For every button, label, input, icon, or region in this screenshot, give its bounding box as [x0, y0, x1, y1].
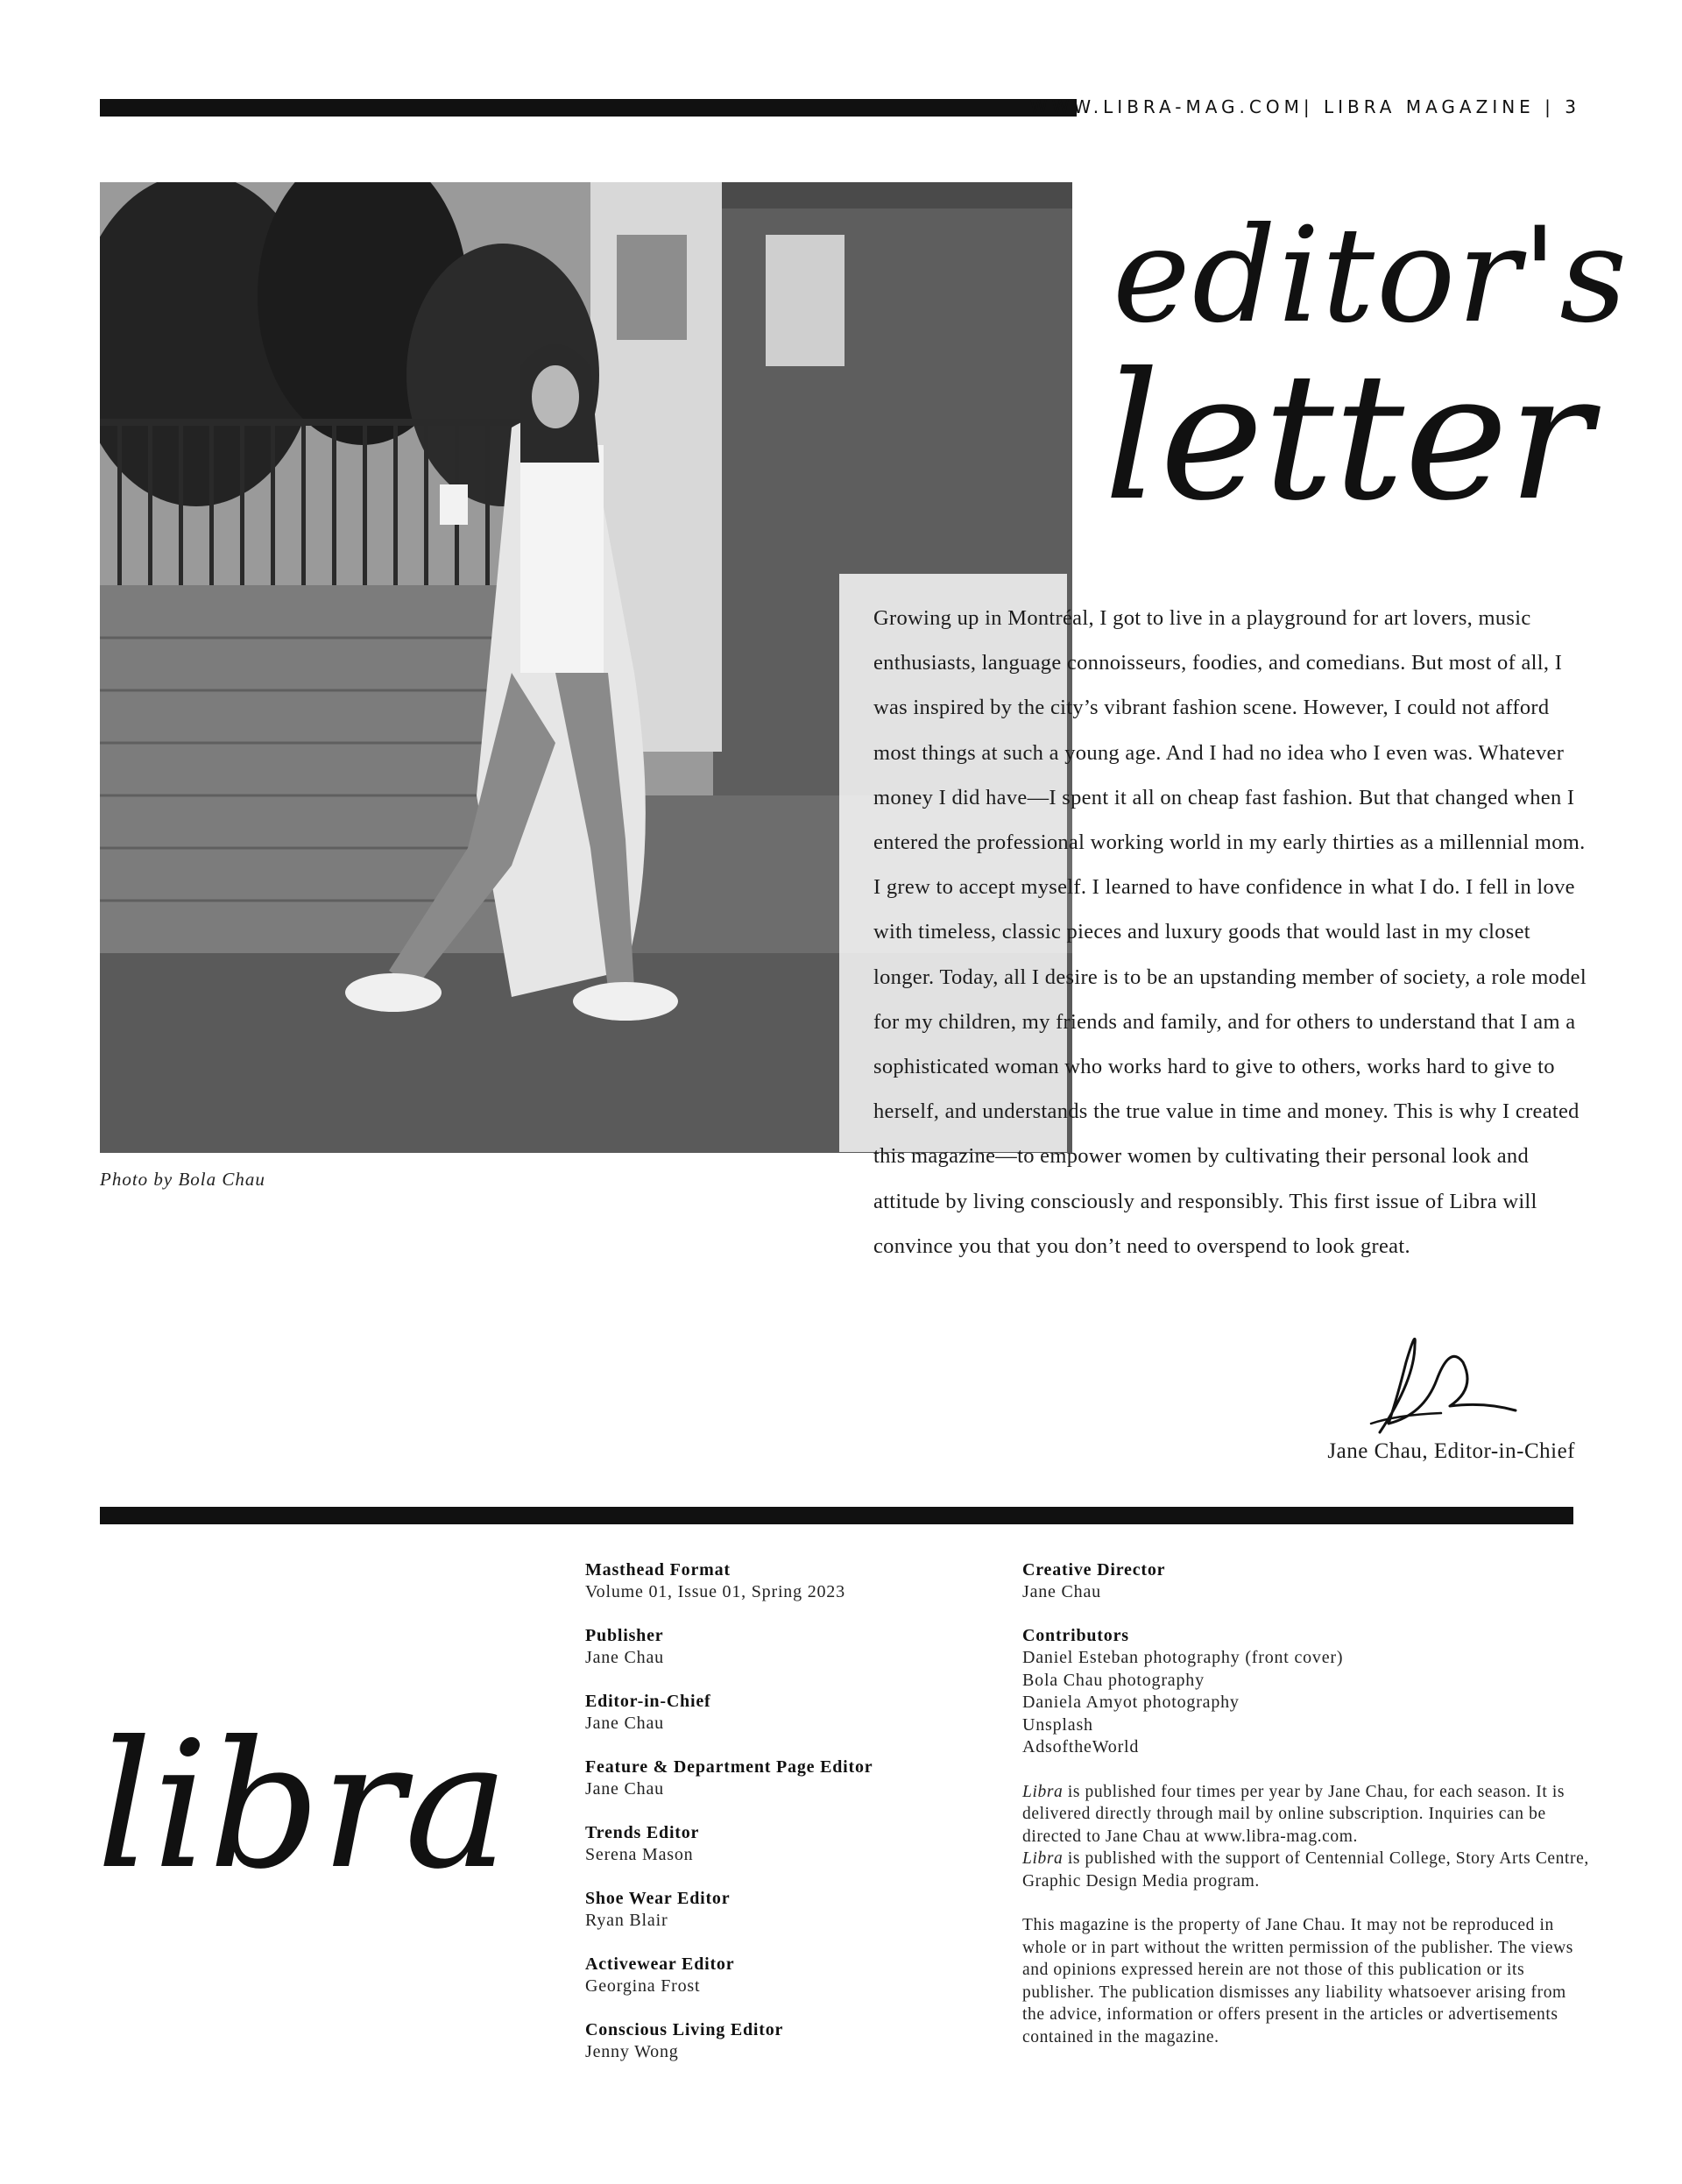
libra-italic: Libra — [1022, 1782, 1064, 1801]
masthead-label: Trends Editor — [585, 1823, 700, 1842]
letter-body: Growing up in Montréal, I got to live in a playground for art lovers, music enthusiasts, language connoisseurs, foodies, and comedians. But most of all, I was inspired by the city’s vibrant fashion scene. However, I could not afford most things at such a young age. And I had no idea who I even was. Whatever money I did have—I spent it all on cheap fast fashion. But that changed when I entered the professional working world in my early thirties as a millennial mom. I grew to accept myself. I learned to have confidence in what I do. I fell in love with timeless, classic pieces and luxury goods that would last in my closet longer. Today, all I desire is to be an upstanding member of society, a role model for my children, my friends and family, and for others to understand that I am a sophisticated woman who works hard to give to others, works hard to give to herself, and understands the true value in time and money. This is why I created this magazine—to empower women by cultivating their personal look and attitude by living consciously and responsibly. This first issue of Libra will convince you that you don’t need to overspend to look great. — [873, 606, 1587, 1258]
masthead-item — [585, 1691, 953, 1735]
list-item: Unsplash — [1022, 1714, 1093, 1735]
masthead-item — [585, 1954, 953, 1997]
about-text-1: is published four times per year by Jane Chau, for each season. It is delivered directly through mail by online subscription. Inquiries can be directed to Jane Chau at www.libra-mag.com. — [1022, 1782, 1565, 1846]
masthead-item — [585, 2019, 953, 2063]
masthead-value: Ryan Blair — [585, 1911, 668, 1930]
masthead-value: Jenny Wong — [585, 2042, 679, 2061]
masthead-value: Jane Chau — [1022, 1582, 1101, 1601]
editor-signature — [1353, 1327, 1529, 1441]
masthead-value: Jane Chau — [585, 1779, 664, 1799]
masthead-value: Georgina Frost — [585, 1976, 701, 1996]
libra-logo — [96, 1700, 534, 1910]
masthead-item — [585, 1822, 953, 1866]
masthead-column-1 — [585, 1559, 953, 2085]
about-paragraph — [1022, 1781, 1592, 1893]
masthead-label: Editor-in-Chief — [585, 1692, 711, 1711]
masthead-label: Creative Director — [1022, 1560, 1166, 1580]
running-head: WWW.LIBRA-MAG.COM| LIBRA MAGAZINE | 3 — [1029, 96, 1580, 117]
masthead-label: Feature & Department Page Editor — [585, 1757, 873, 1777]
contributors-list — [1022, 1647, 1592, 1759]
masthead-item — [585, 1756, 953, 1800]
masthead-value: Serena Mason — [585, 1845, 694, 1864]
top-rule — [100, 99, 1077, 117]
signature-name: Jane Chau, Editor-in-Chief — [1327, 1439, 1575, 1463]
masthead-label: Contributors — [1022, 1626, 1129, 1645]
creative-director — [1022, 1559, 1592, 1603]
masthead-label: Activewear Editor — [585, 1954, 735, 1974]
masthead-item — [585, 1625, 953, 1669]
masthead-label: Publisher — [585, 1626, 664, 1645]
masthead-label: Conscious Living Editor — [585, 2020, 784, 2039]
masthead-value: Volume 01, Issue 01, Spring 2023 — [585, 1582, 845, 1601]
list-item: Daniela Amyot photography — [1022, 1693, 1240, 1712]
mid-rule — [100, 1507, 1573, 1524]
title-line-2: letter — [1104, 336, 1593, 540]
masthead-column-2 — [1022, 1559, 1592, 2070]
editors-letter-title — [1086, 193, 1629, 578]
masthead-item — [585, 1559, 953, 1603]
contributors — [1022, 1625, 1592, 1759]
title-line-1: editor's — [1113, 200, 1629, 352]
libra-logo-text: libra — [96, 1704, 509, 1908]
masthead-label: Masthead Format — [585, 1560, 731, 1580]
list-item: Daniel Esteban photography (front cover) — [1022, 1648, 1344, 1667]
list-item: AdsoftheWorld — [1022, 1737, 1140, 1756]
masthead-item — [585, 1888, 953, 1932]
masthead-label: Shoe Wear Editor — [585, 1889, 731, 1908]
masthead-value: Jane Chau — [585, 1714, 664, 1733]
about-text-2: is published with the support of Centennial College, Story Arts Centre, Graphic Design Media program. — [1022, 1849, 1589, 1891]
photo-credit: Photo by Bola Chau — [100, 1169, 265, 1190]
libra-italic: Libra — [1022, 1849, 1064, 1868]
masthead-value: Jane Chau — [585, 1648, 664, 1667]
list-item: Bola Chau photography — [1022, 1670, 1205, 1690]
legal-paragraph: This magazine is the property of Jane Chau. It may not be reproduced in whole or in part without the written permission of the publisher. The views and opinions expressed herein are not those of this publication or its publisher. The publication dismisses any liability whatsoever arising from the advice, information or offers present in the articles or advertisements contained in the magazine. — [1022, 1916, 1573, 2046]
